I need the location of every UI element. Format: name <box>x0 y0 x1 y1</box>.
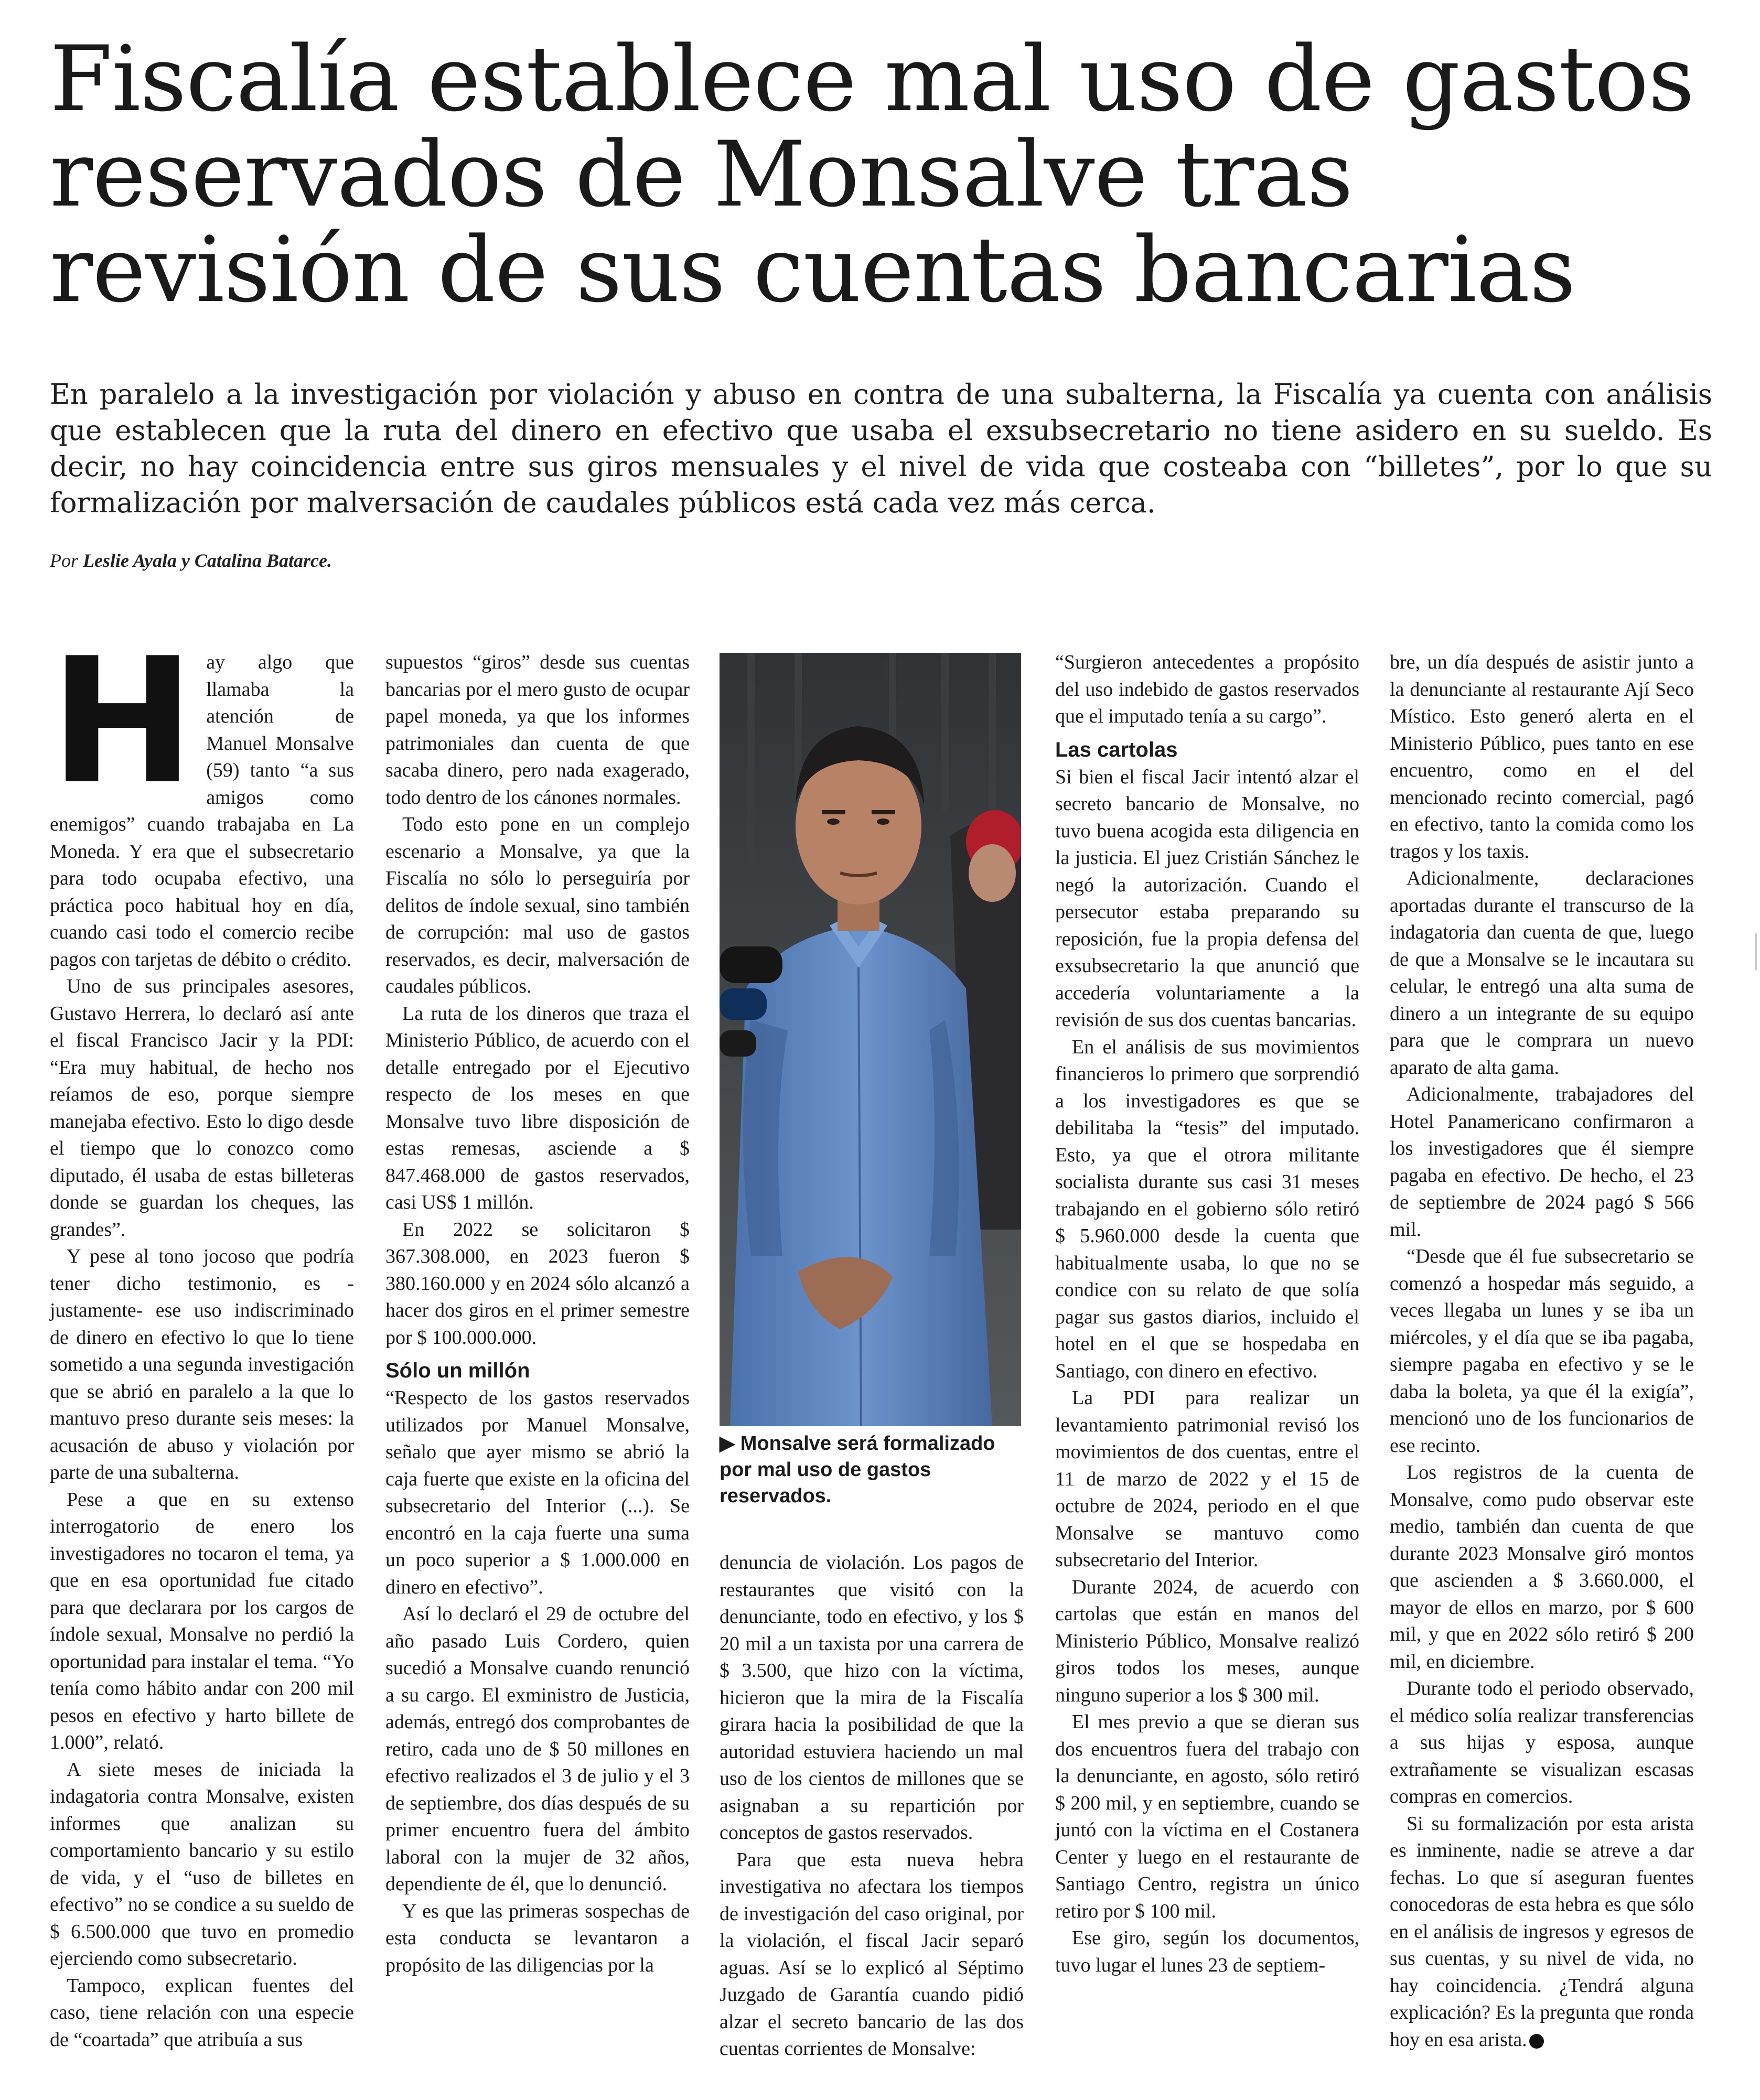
byline-authors: Leslie Ayala y Catalina Batarce. <box>83 550 332 571</box>
subheading-solo-un-millon: Sólo un millón <box>385 1359 530 1382</box>
article-column-1 <box>50 621 354 2053</box>
article-column-5 <box>1390 649 1694 2053</box>
subheading-las-cartolas: Las cartolas <box>1055 738 1178 761</box>
body-paragraph: Durante 2024, de acuerdo con cartolas que están en manos del Ministerio Público, Monsalve realizó giros todos los meses, aunque ninguno superior a los $ 300 mil. <box>1055 1576 1359 1706</box>
body-paragraph: A siete meses de iniciada la indagatoria contra Monsalve, existen informes que analizan su comportamiento bancario y su estilo de vida, y el “uso de billetes en efectivo” no se condice a su sueldo de $ 6.500.000 que tuvo en promedio ejerciendo como subsecretario. <box>50 1758 354 1969</box>
body-paragraph: supuestos “giros” desde sus cuentas bancarias por el mero gusto de ocupar papel moneda, ya que los informes patrimoniales dan cuenta de que sacaba dinero, pero nada exagerado, todo dentro de los cánones normales. <box>385 651 690 809</box>
body-paragraph: Tampoco, explican fuentes del caso, tiene relación con una especie de “coartada” que atribuía a sus <box>50 1974 354 2051</box>
body-paragraph: En 2022 se solicitaron $ 367.308.000, en 2023 fueron $ 380.160.000 y en 2024 sólo alcanzó a hacer dos giros en el primer semestre por $ 100.000.000. <box>385 1218 690 1349</box>
photo-illustration <box>720 653 1021 1426</box>
body-paragraph: denuncia de violación. Los pagos de restaurantes que visitó con la denunciante, todo en efectivo, y los $ 20 mil a un taxista por una carrera de $ 3.500, que hizo con la víctima, hicieron que la mira de la Fiscalía girara hacia la posibilidad de que la autoridad estuviera haciendo un mal uso de los cientos de millones que se asignaban a su repartición por conceptos de gastos reservados. <box>720 1552 1024 1844</box>
body-paragraph: Pese a que en su extenso interrogatorio de enero los investigadores no tocaron el tema, ya que en esa oportunidad fue citado para que declarara por los cargos de índole sexual, Monsalve no perdió la oportunidad para instalar el tema. “Yo tenía como hábito andar con 200 mil pesos en efectivo y harto billete de 1.000”, relató. <box>50 1488 354 1753</box>
body-paragraph: La ruta de los dineros que traza el Ministerio Público, de acuerdo con el detalle entregado por el Ejecutivo respecto de los meses en que Monsalve tuvo libre disposición de estas remesas, asciende a $ 847.468.000 de gastos reservados, casi US$ 1 millón. <box>385 1002 690 1213</box>
body-paragraph-final <box>1390 1811 1694 2054</box>
body-paragraph: Uno de sus principales asesores, Gustavo Herrera, lo declaró así ante el fiscal Francisco Jacir y la PDI: “Era muy habitual, de hecho nos reíamos de eso, porque siempre manejaba efectivo. Esto lo digo desde el tiempo que lo conozco como diputado, él usaba de estas billeteras donde se guardan los cheques, las grandes”. <box>50 975 354 1241</box>
end-mark-icon <box>1529 2034 1544 2049</box>
headline: Fiscalía establece mal uso de gastos reservados de Monsalve tras revisión de sus cuentas bancarias <box>50 26 1694 322</box>
deck-summary: En paralelo a la investigación por violación y abuso en contra de una subalterna, la Fiscalía ya cuenta con análisis que establecen que la ruta del dinero en efectivo que usaba el exsubsecretario no tiene asidero en su sueldo. Es decir, no hay coincidencia entre sus giros mensuales y el nivel de vida que costeaba con “billetes”, por lo que su formalización por malversación de caudales públicos está cada vez más cerca. <box>50 379 1712 519</box>
body-paragraph: bre, un día después de asistir junto a la denunciante al restaurante Ají Seco Místico. Esto generó alerta en el Ministerio Público, pues tanto en ese encuentro, como en el del mencionado recinto comercial, pagó en efectivo, tanto la comida como los tragos y los taxis. <box>1390 651 1694 863</box>
body-paragraph: Durante todo el periodo observado, el médico solía realizar transferencias a sus hijas y esposa, aunque extrañamente se visualizan escasas compras en comercios. <box>1390 1677 1694 1807</box>
body-paragraph: “Respecto de los gastos reservados utilizados por Manuel Monsalve, señalo que ayer mismo se abrió la caja fuerte que existe en la oficina del subsecretario del Interior (...). Se encontró en la caja fuerte una suma un poco superior a $ 1.000.000 en dinero en efectivo”. <box>385 1387 690 1598</box>
body-paragraph: Y pese al tono jocoso que podría tener dicho testimonio, es -justamente- ese uso indiscriminado de dinero en efectivo lo que lo tiene sometido a una segunda investigación que se abrió en paralelo a la que lo mantuvo preso durante seis meses: la acusación de abuso y violación por parte de una subalterna. <box>50 1245 354 1483</box>
photo-monsalve <box>720 653 1021 1426</box>
body-paragraph: ay algo que llamaba la atención de Manuel Monsalve (59) tanto “a sus amigos como enemigos” cuando trabajaba en La Moneda. Y era que el subsecretario para todo ocupaba efectivo, una práctica poco habitual hoy en día, cuando casi todo el comercio recibe pagos con tarjetas de débito o crédito. <box>50 651 354 971</box>
body-paragraph: Si bien el fiscal Jacir intentó alzar el secreto bancario de Monsalve, no tuvo buena acogida esta diligencia en la justicia. El juez Cristián Sánchez le negó la autorización. Cuando el persecutor estaba preparando su reposición, fue la propia defensa del exsubsecretario la que anunció que accedería voluntariamente a la revisión de sus dos cuentas bancarias. <box>1055 766 1359 1031</box>
body-paragraph: El mes previo a que se dieran sus dos encuentros fuera del trabajo con la denunciante, en agosto, sólo retiró $ 200 mil, y en septiembre, cuando se juntó con la víctima en el Costanera Center y luego en el restaurante de Santiago Centro, registra un único retiro por $ 100 mil. <box>1055 1711 1359 1922</box>
body-paragraph: Y es que las primeras sospechas de esta conducta se levantaron a propósito de las diligencias por la <box>385 1900 690 1976</box>
body-paragraph: Los registros de la cuenta de Monsalve, como pudo observar este medio, también dan cuenta de que durante 2023 Monsalve giró montos que ascienden a $ 3.660.000, el mayor de ellos en marzo, por $ 600 mil, y que en 2022 sólo retiró $ 200 mil, en diciembre. <box>1390 1461 1694 1673</box>
body-paragraph: “Surgieron antecedentes a propósito del uso indebido de gastos reservados que el imputado tenía a su cargo”. <box>1055 651 1359 727</box>
article-column-2 <box>385 649 690 1979</box>
body-paragraph: Ese giro, según los documentos, tuvo lugar el lunes 23 de septiem- <box>1055 1927 1359 1976</box>
body-paragraph: Adicionalmente, trabajadores del Hotel Panamericano confirmaron a los investigadores que él siempre pagaba en efectivo. De hecho, el 23 de septiembre de 2024 pagó $ 566 mil. <box>1390 1083 1694 1241</box>
body-paragraph: Todo esto pone en un complejo escenario a Monsalve, ya que la Fiscalía no sólo lo perseguiría por delitos de índole sexual, sino también de corrupción: mal uso de gastos reservados, es decir, malversación de caudales públicos. <box>385 813 690 997</box>
photo-caption: ▶ Monsalve será formalizado por mal uso de gastos reservados. <box>720 1433 995 1507</box>
article-column-4 <box>1055 649 1359 1979</box>
byline <box>50 550 332 572</box>
final-paragraph-text: Si su formalización por esta arista es inminente, nadie se atreve a dar fechas. Lo que sí aseguran fuentes conocedoras de esta hebra es que sólo en el análisis de ingresos y egresos de sus cuentas, y su nivel de vida, no hay coincidencia. ¿Tendrá alguna explicación? Es la pregunta que ronda hoy en esa arista. <box>1390 1812 1694 2051</box>
article-column-3 <box>720 1549 1024 2063</box>
body-paragraph: “Desde que él fue subsecretario se comenzó a hospedar más seguido, a veces llegaba un lunes y se iba un miércoles, y el día que se iba pagaba, siempre pagaba en efectivo y se le daba la boleta, ya que él la exigía”, mencionó uno de los funcionarios de ese recinto. <box>1390 1245 1694 1457</box>
body-paragraph: Adicionalmente, declaraciones aportadas durante el transcurso de la indagatoria dan cuenta de que, luego de que a Monsalve se le incautara su celular, le entregó una alta suma de dinero a un integrante de su equipo para que le comprara un nuevo aparato de alta gama. <box>1390 867 1694 1079</box>
drop-cap: H <box>50 621 195 822</box>
scrollbar-thumb[interactable] <box>1755 933 1757 970</box>
body-paragraph: En el análisis de sus movimientos financieros lo primero que sorprendió a los investigadores es que se debilitaba la “tesis” del imputado. Esto, ya que el otrora militante socialista durante sus casi 31 meses trabajando en el gobierno sólo retiró $ 5.960.000 desde la cuenta que habitualmente usaba, lo que no se condice con su relato de que solía pagar sus gastos diarios, incluido el hotel en el que se hospedaba en Santiago, con dinero en efectivo. <box>1055 1036 1359 1382</box>
body-paragraph: Para que esta nueva hebra investigativa no afectara los tiempos de investigación del caso original, por la violación, el fiscal Jacir separó aguas. Así se lo explicó al Séptimo Juzgado de Garantía cuando pidió alzar el secreto bancario de las dos cuentas corrientes de Monsalve: <box>720 1848 1024 2060</box>
byline-prefix: Por <box>50 550 78 571</box>
body-paragraph: La PDI para realizar un levantamiento patrimonial revisó los movimientos de dos cuentas, entre el 11 de marzo de 2022 y el 15 de octubre de 2024, periodo en el que Monsalve se mantuvo como subsecretario del Interior. <box>1055 1387 1359 1571</box>
body-paragraph: Así lo declaró el 29 de octubre del año pasado Luis Cordero, quien sucedió a Monsalve cuando renunció a su cargo. El exministro de Justicia, además, entregó dos comprobantes de retiro, cada uno de $ 50 millones en efectivo realizados el 3 de julio y el 3 de septiembre, dos días después de su primer encuentro fuera del ámbito laboral con la mujer de 32 años, dependiente de él, que lo denunció. <box>385 1603 690 1895</box>
